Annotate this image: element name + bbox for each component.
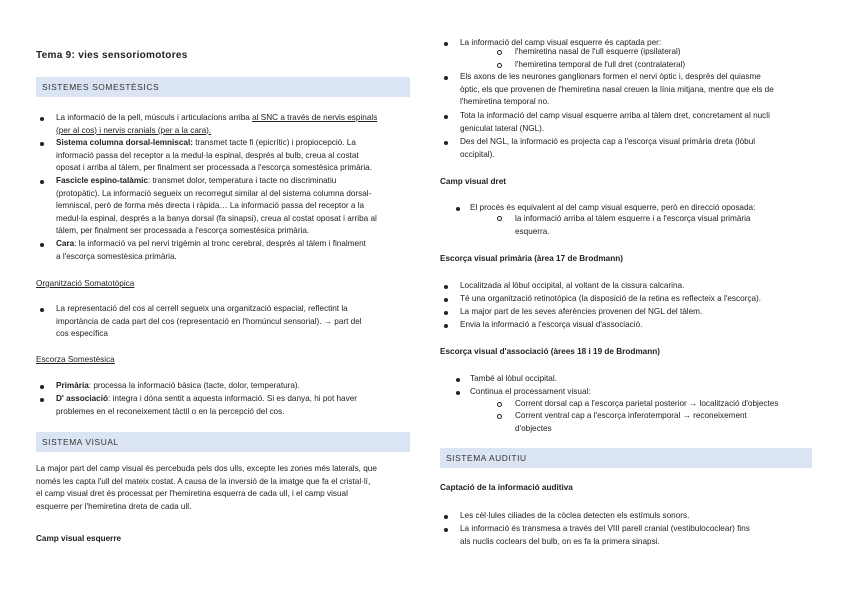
list-item: Primària: processa la informació bàsica (tacte, dolor, temperatura). [56, 381, 300, 390]
subheading-escorca-primaria: Escorça visual primària (àrea 17 de Brodmann) [440, 254, 623, 263]
bullet-icon [40, 308, 44, 312]
bullet-icon [444, 515, 448, 519]
list-item: Continua el processament visual: [470, 387, 591, 396]
section-band-somestesics [36, 77, 410, 97]
bullet-icon [40, 117, 44, 121]
sub-bullet-icon [497, 414, 502, 419]
list-item: Des del NGL, la informació es projecta cap a l'escorça visual primària dreta (lòbul occipital). [460, 137, 756, 159]
list-item: La representació del cos al cerrell segueix una organització espacial, reflectint la importància de cada part del cos (representació en l'homúncul sensorial). → part del cos específica [56, 304, 362, 338]
section-heading: SISTEMES SOMESTÈSICS [42, 82, 160, 92]
sub-bullet-icon [497, 216, 502, 221]
list-item: Tota la informació del camp visual esquerre arriba al tàlem dret, concretament al nucli geniculat lateral (NGL). [460, 111, 770, 133]
list-item: la informació arriba al tàlem esquerre i a l'escorça visual primària esquerra. [515, 214, 751, 236]
bullet-icon [444, 76, 448, 80]
list-item: l'hemiretina temporal de l'ull dret (contralateral) [515, 60, 686, 69]
section-heading: SISTEMA AUDITIU [446, 453, 527, 463]
bullet-icon [40, 385, 44, 389]
paragraph-visual: La major part del camp visual és percebuda pels dos ulls, excepte les zones més laterals, que només les capta l'ull del mateix costat. A causa de la inversió de la imatge que fa el cristal·lí, el camp visual dret és processat per l'hemiretina esquerra de cada ull, i el camp visual esquerre per l'hemiretina dreta de cada ull. [36, 464, 377, 511]
sub-bullet-icon [497, 50, 502, 55]
list-item: També al lòbul occipital. [470, 374, 557, 383]
subheading-captacio: Captació de la informació auditiva [440, 483, 573, 492]
page-title: Tema 9: vies sensoriomotores [36, 50, 188, 61]
bullet-icon [456, 207, 460, 211]
list-item: Localitzada al lòbul occipital, al voltant de la cissura calcarina. [460, 281, 685, 290]
bullet-icon [456, 391, 460, 395]
list-item: Té una organització retinotòpica (la disposició de la retina es reflecteix a l'escorça). [460, 294, 762, 303]
section-heading: SISTEMA VISUAL [42, 437, 119, 447]
list-item: D' associació: integra i dóna sentit a aquesta informació. Si es danya, hi pot haver problemes en el reconeixement tàctil o en la percepció del cos. [56, 394, 357, 416]
list-item: l'hemiretina nasal de l'ull esquerre (ipsilateral) [515, 47, 681, 56]
list-item: Sistema columna dorsal-lemniscal: transmet tacte fi (epicrític) i propiocepció. La informació passa del receptor a la medul·la espinal, després al bulb, creua al costat oposat i arriba al tàlem, per finalment ser processada a l'escorça somestèsica primària. [56, 138, 373, 172]
list-item: La major part de les seves aferències provenen del NGL del tàlem. [460, 307, 703, 316]
list-item: Els axons de les neurones ganglionars formen el nervi òptic i, després del quiasme òptic, els que provenen de l'hemiretina nasal creuen la línia mitjana, mentre que els de l'hemiretina temporal no. [460, 72, 774, 106]
list-item: Les cèl·lules ciliades de la còclea detecten els estímuls sonors. [460, 511, 690, 520]
list-item: El procés és equivalent al del camp visual esquerre, però en direcció oposada: [470, 203, 756, 212]
list-item: Cara: la informació va pel nervi trigèmin al tronc cerebral, després al tàlem i finalment a l'escorça somestèsica primària. [56, 239, 366, 261]
bullet-icon [444, 528, 448, 532]
subheading-camp-dret: Camp visual dret [440, 177, 506, 186]
bullet-icon [444, 324, 448, 328]
subheading-organitzacio: Organització Somatotòpica [36, 279, 135, 288]
bullet-icon [444, 141, 448, 145]
list-item: La informació és transmesa a través del VIII parell cranial (vestibulococlear) fins als nuclis coclears del bulb, on es fa la primera sinapsi. [460, 524, 750, 546]
bullet-icon [444, 42, 448, 46]
bullet-icon [40, 243, 44, 247]
bullet-icon [40, 180, 44, 184]
list-item: Corrent ventral cap a l'escorça inferotemporal → reconeixement d'objectes [515, 411, 747, 433]
list-item: La informació del camp visual esquerre és captada per: [460, 38, 662, 47]
list-item: Fascicle espino-talàmic: transmet dolor, temperatura i tacte no discriminatiu (protopàtic). La informació segueix un recorregut similar al del sistema columna dorsal- lemniscal, però de forma més directa i ràpida… La informació passa del receptor a la medul·la espinal, després a la banya dorsal (fa sinapsi), creua al costat oposat i arriba al tàlem, per finalment ser processada a l'escorça somestèsica primària. [56, 176, 377, 235]
section-band-auditiu [440, 448, 812, 468]
subheading-escorca-associacio: Escorça visual d'associació (àrees 18 i 19 de Brodmann) [440, 347, 660, 356]
list-item: Corrent dorsal cap a l'escorça parietal posterior → localització d'objectes [515, 399, 779, 408]
list-item: La informació de la pell, músculs i articulacions arriba al SNC a través de nervis espinals (per al cos) i nervis cranials (per a la cara). [56, 113, 378, 135]
bullet-icon [40, 398, 44, 402]
bullet-icon [444, 311, 448, 315]
sub-bullet-icon [497, 63, 502, 68]
subheading-camp-esquerre: Camp visual esquerre [36, 534, 122, 543]
section-band-visual [36, 432, 410, 452]
list-item: Envia la informació a l'escorça visual d'associació. [460, 320, 643, 329]
bullet-icon [456, 378, 460, 382]
bullet-icon [444, 298, 448, 302]
bullet-icon [444, 115, 448, 119]
sub-bullet-icon [497, 402, 502, 407]
bullet-icon [444, 285, 448, 289]
subheading-escorza: Escorza Somestèsica [36, 355, 115, 364]
bullet-icon [40, 142, 44, 146]
